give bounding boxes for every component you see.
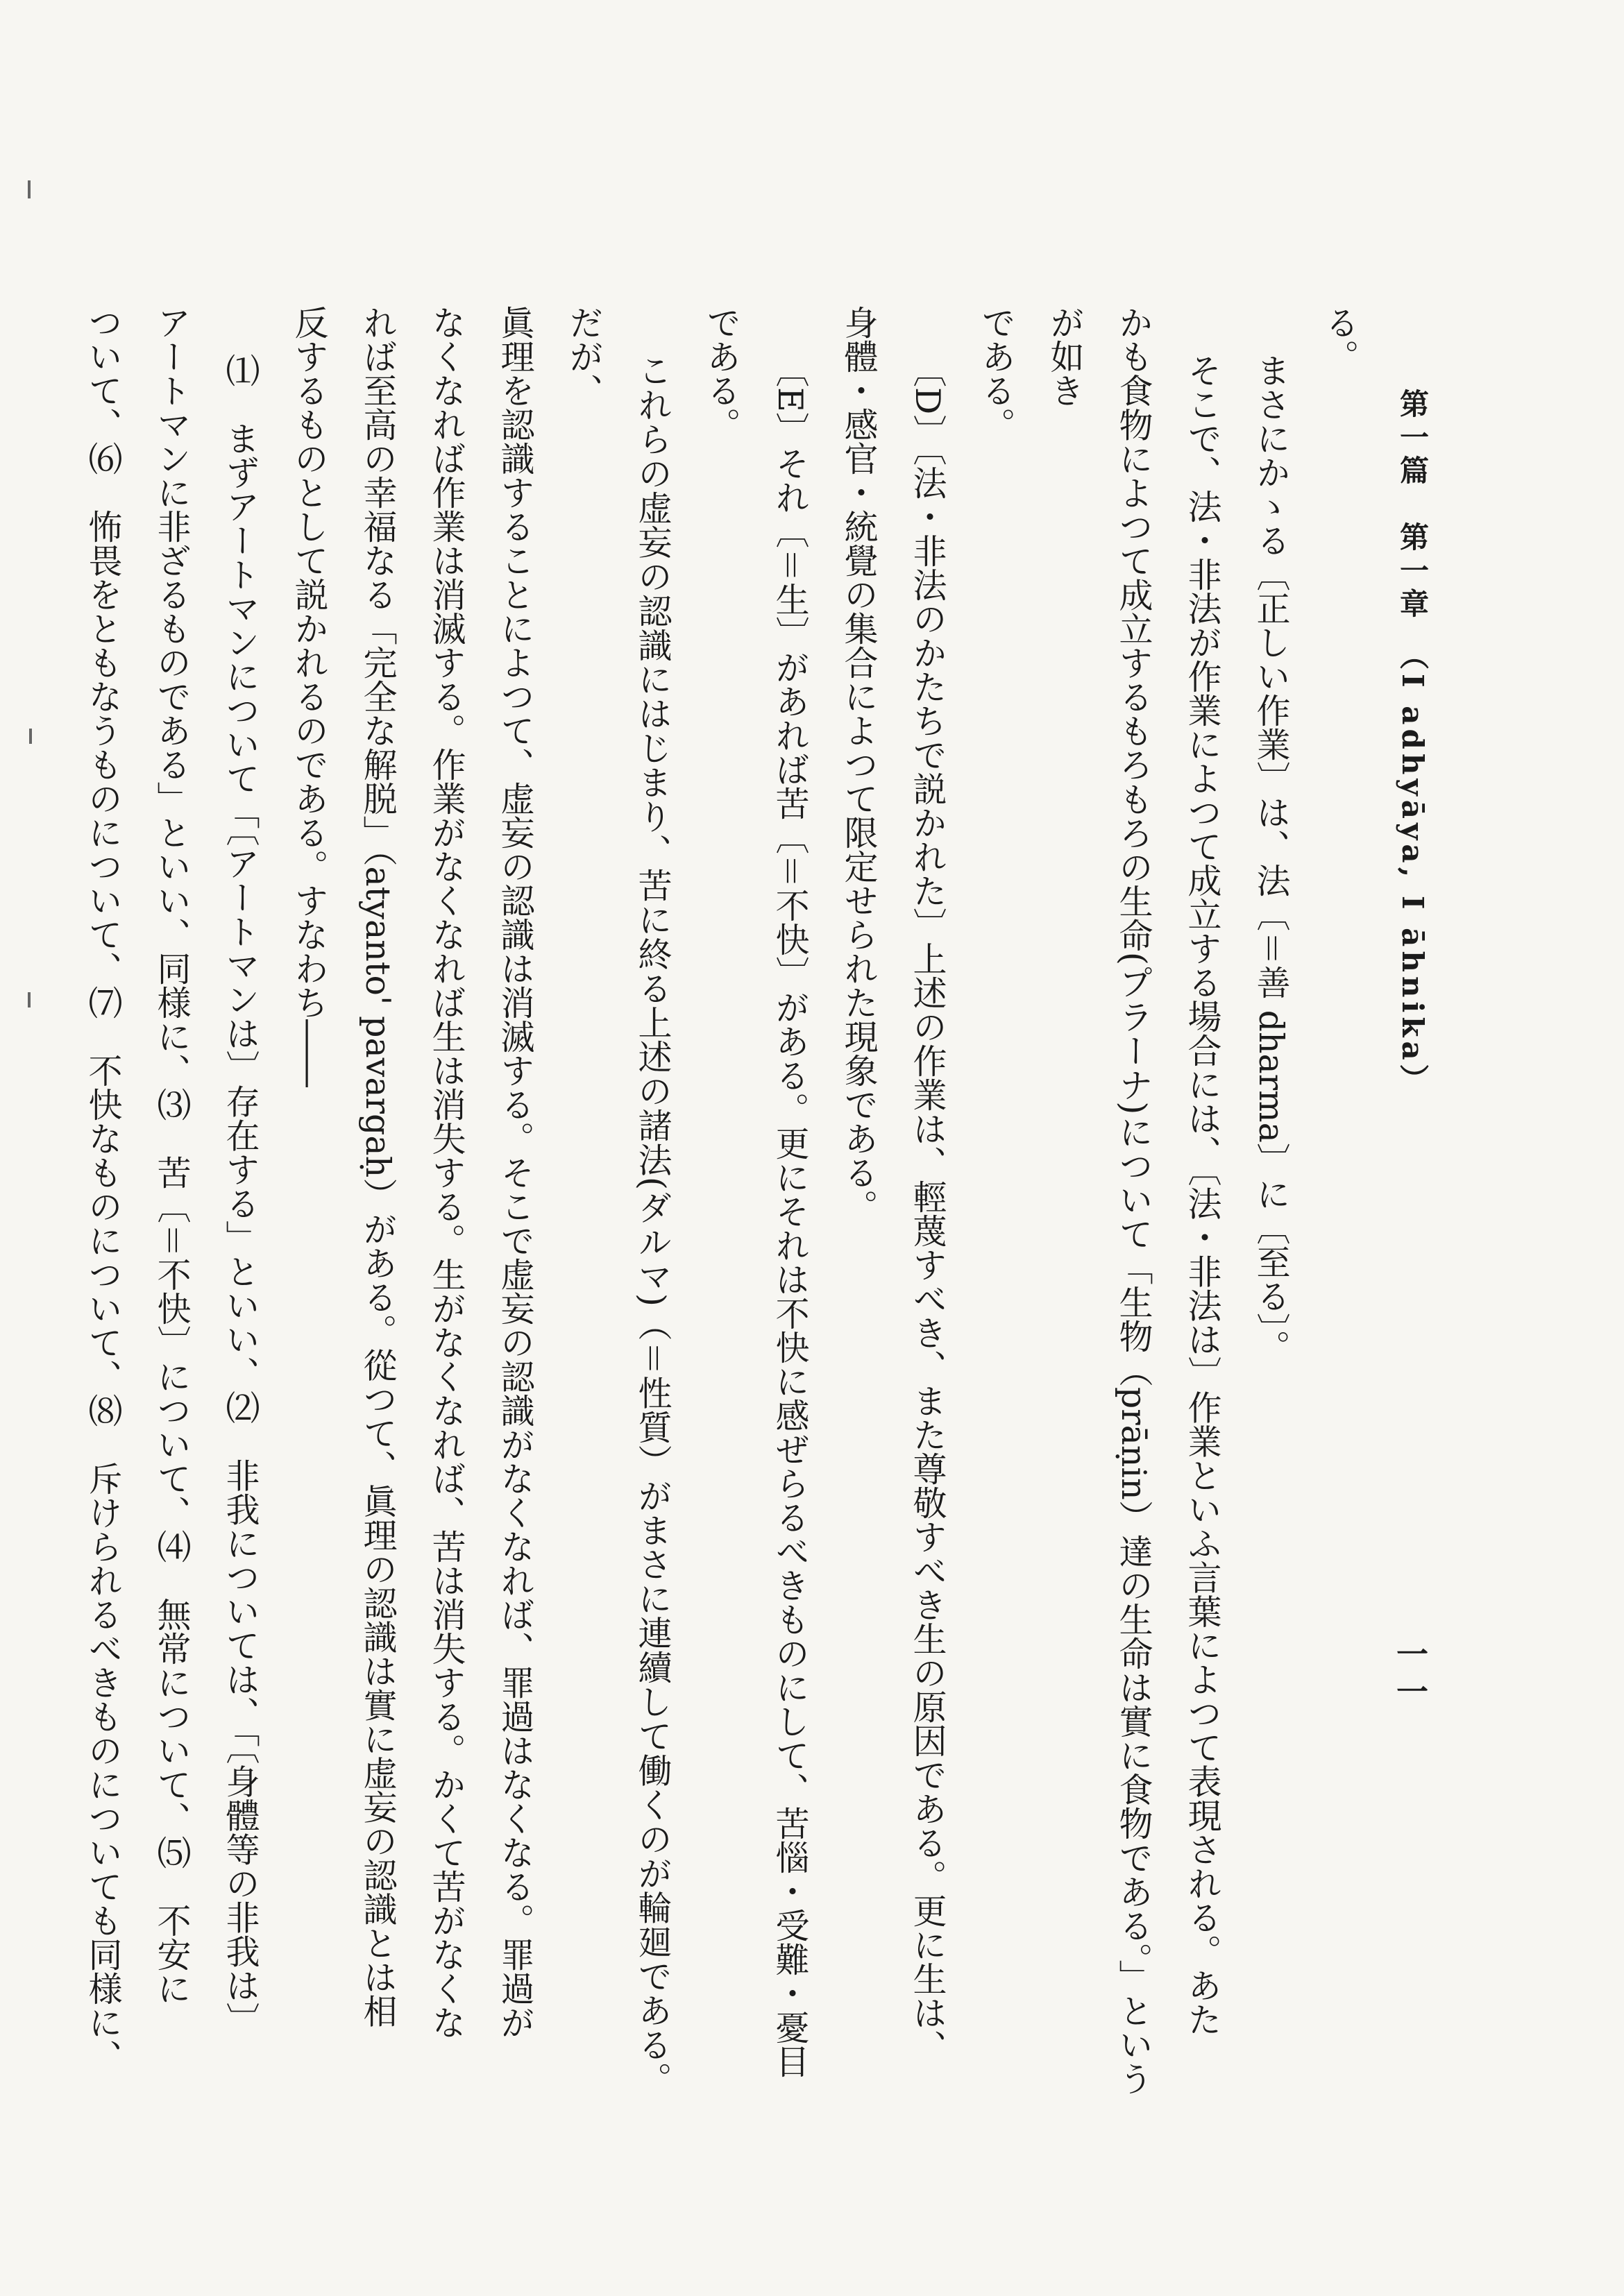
text-line: 〔E〕それ〔＝生〕があれば苦〔＝不快〕がある。更にそれは不快に感ぜらるべきものにして、苦惱・受難・憂目: [770, 352, 810, 2078]
text-line: 〔D〕〔法・非法のかたちで説かれた〕上述の作業は、輕蔑すべき、また尊敬すべき生の原因である。更に生は、: [908, 352, 947, 2064]
running-head: 第一篇 第一章 （I adhyāya, I āhnika）: [1396, 389, 1430, 1098]
text-line: ついて、⑹ 怖畏をともなうものについて、⑺ 不快なものについて、⑻ 斥けられるべきものについても同様に、: [83, 305, 123, 2073]
text-line: アートマンに非ざるものである」といい、同様に、⑶ 苦〔＝不快〕について、⑷ 無常について、⑸ 不安に: [152, 305, 192, 2005]
page-number: 一一: [1392, 1638, 1429, 1712]
text-line: である。: [702, 305, 741, 441]
text-line: る。: [1320, 305, 1360, 373]
body-text: [83, 305, 1374, 2095]
text-line: ⑴ まずアートマンについて「〔アートマンは〕存在する」といい、⑵ 非我については、「〔身體等の非我は〕: [221, 352, 260, 2036]
scan-mark: [28, 180, 31, 198]
text-line: 眞理を認識することによつて、虚妄の認識は消滅する。そこで虚妄の認識がなくなれば、罪過はなくなる。罪過が: [496, 305, 535, 2039]
scan-mark: [28, 992, 31, 1007]
text-line: そこで、法・非法が作業によつて成立する場合には、〔法・非法は〕作業といふ言葉によつて表現される。あた: [1183, 352, 1222, 2036]
text-line: である。: [976, 305, 1016, 441]
text-line: 身體・感官・統覺の集合によつて限定せられた現象である。: [839, 305, 879, 1223]
scan-mark: [29, 729, 32, 744]
text-line: れば至高の幸福なる「完全な解脱」（atyanto' pavargaḥ）がある。從つて、眞理の認識は實に虚妄の認識とは相: [358, 305, 398, 2028]
text-line: なくなれば作業は消滅する。作業がなくなれば生は消失する。生がなくなれば、苦は消失する。かくて苦がなくな: [427, 305, 466, 2039]
text-line: かも食物によつて成立するもろもろの生命(プラーナ)について「生物（prāṇin）達の生命は實に食物である。」というが如き: [1045, 305, 1153, 2095]
text-line: 反するものとして説かれるのである。すなわち――: [289, 305, 329, 1087]
text-line: まさにかゝる〔正しい作業〕は、法〔＝善 dharma〕に〔至る〕。: [1251, 352, 1291, 1363]
text-line: これらの虚妄の認識にはじまり、苦に終る上述の諸法(ダルマ)（＝性質）がまさに連續して働くのが輪廻である。だが、: [564, 305, 673, 2095]
